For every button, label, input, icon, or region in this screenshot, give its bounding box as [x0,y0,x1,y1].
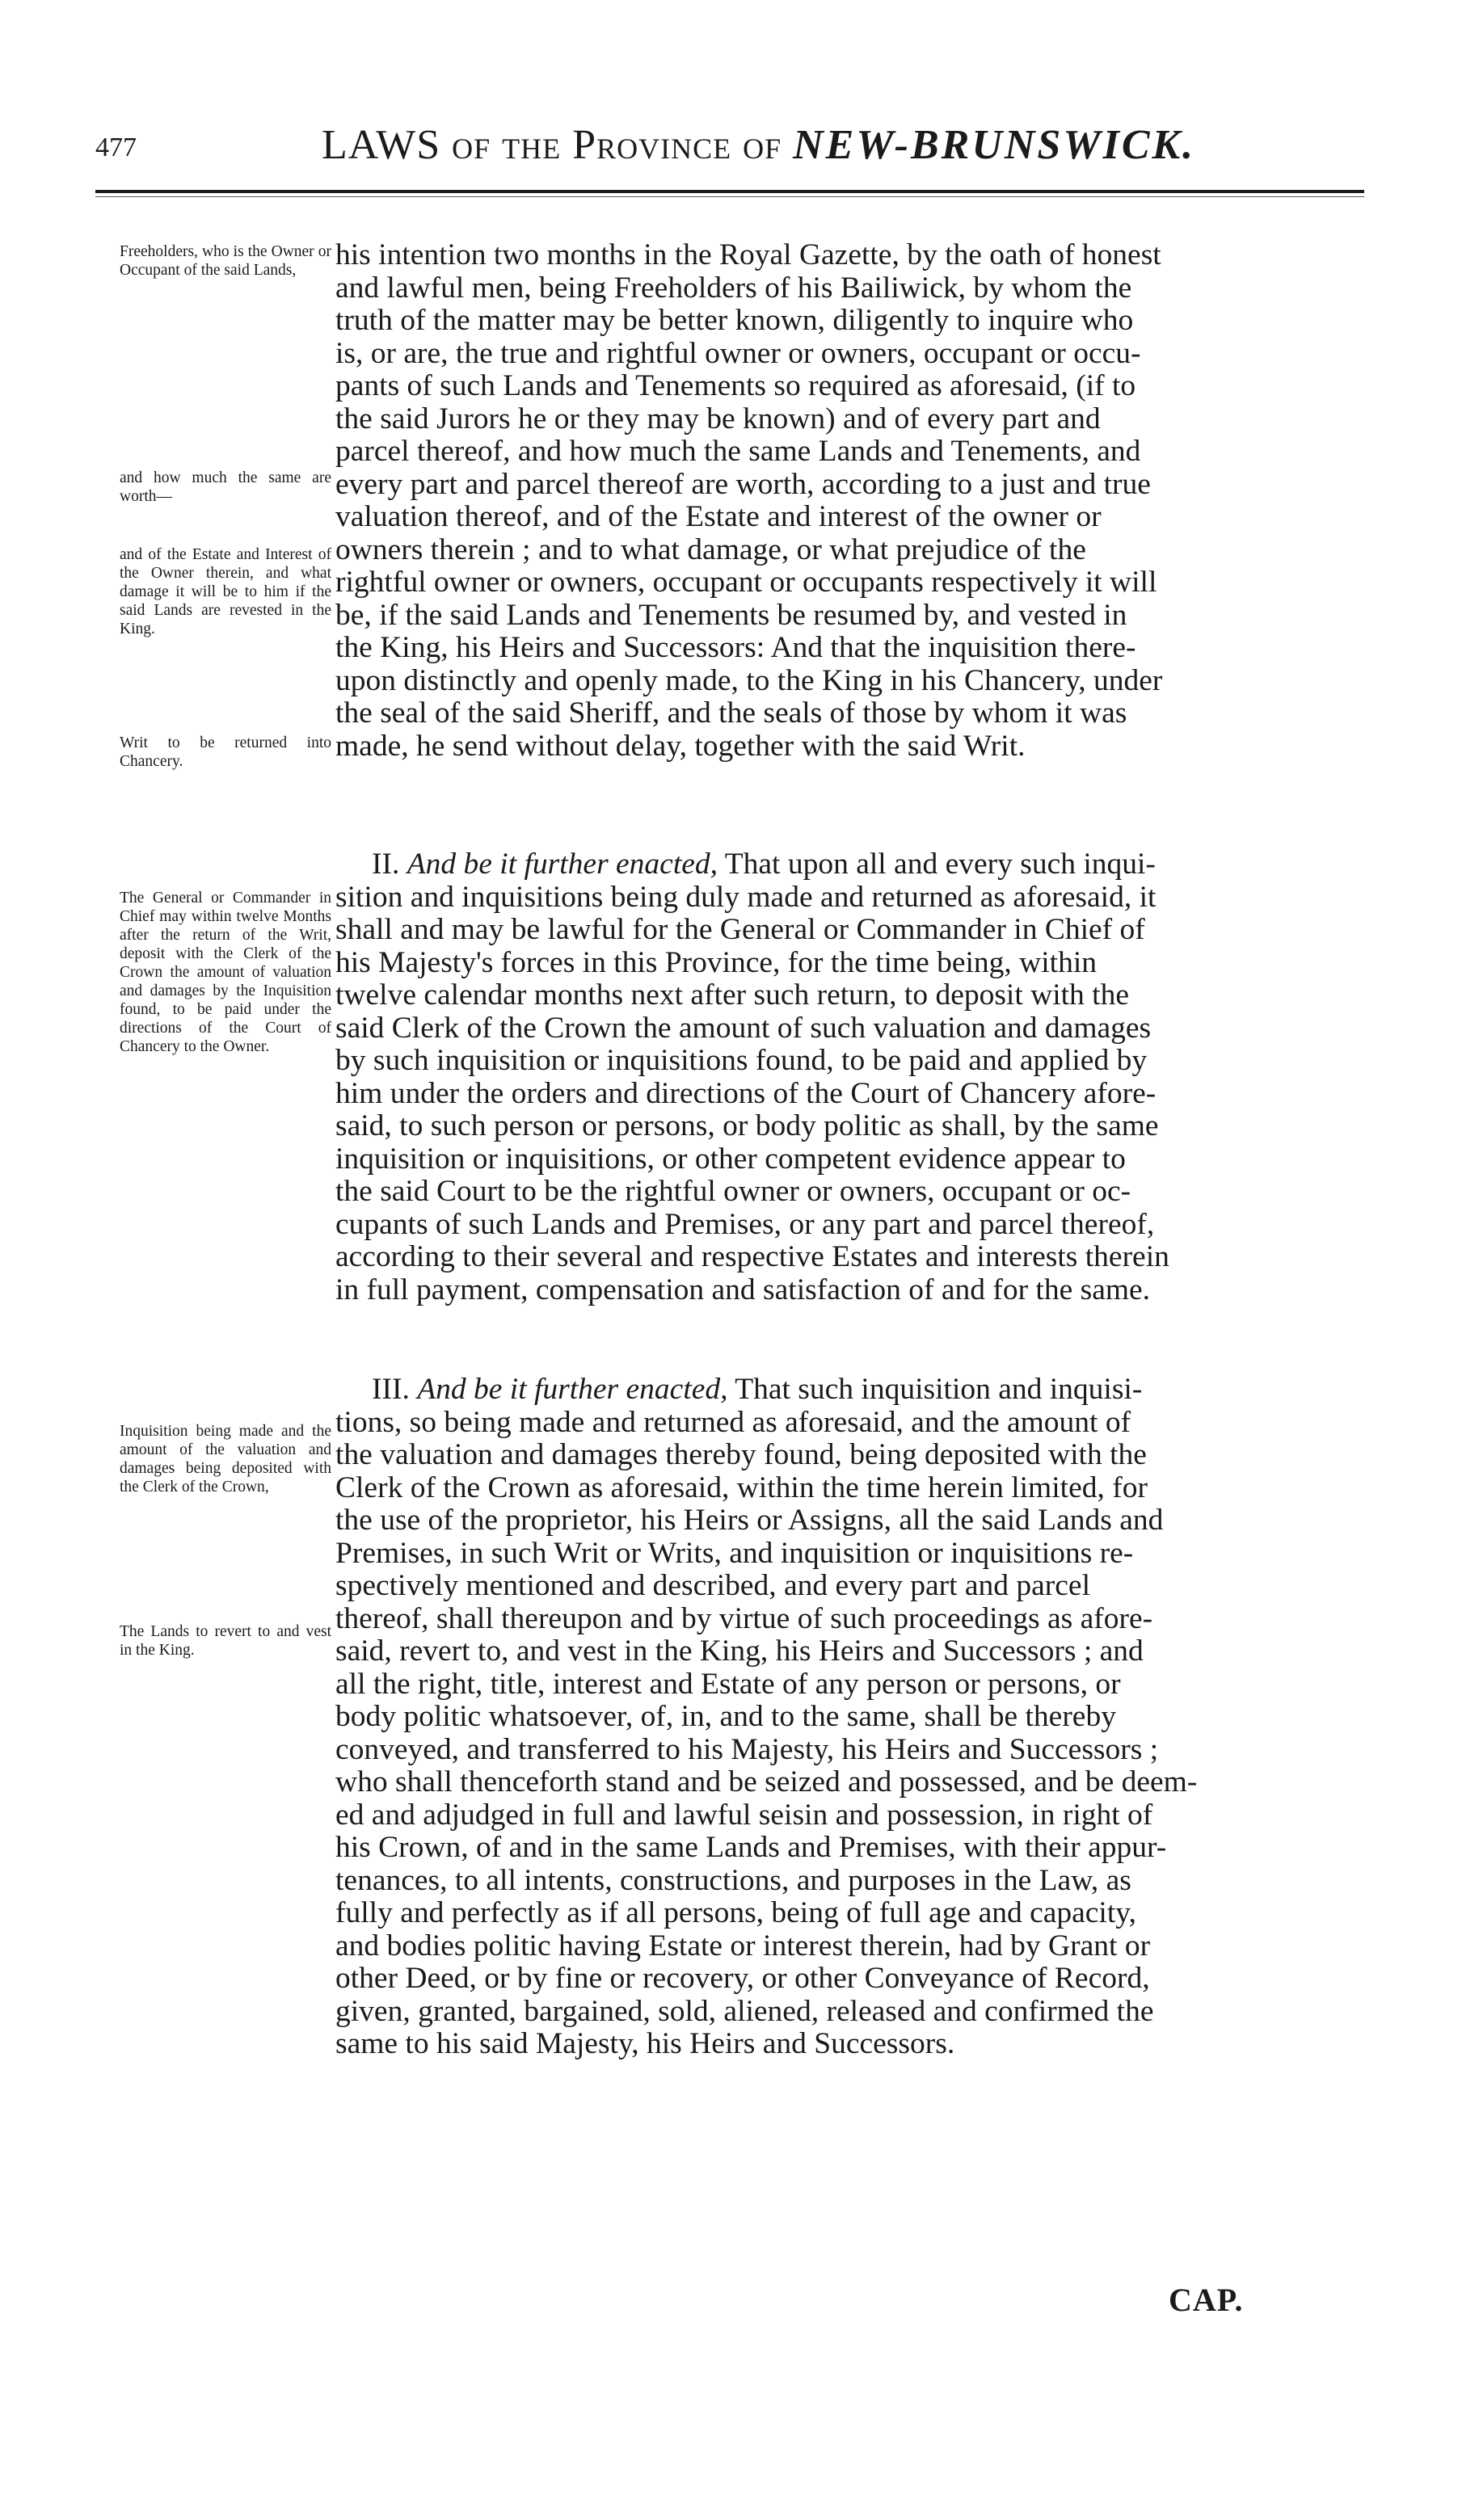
text-line: truth of the matter may be better known, diligently to inquire who [335,304,1134,337]
text-line: made, he send without delay, together with the said Writ. [335,729,1026,763]
margin-note-writ: Writ to be returned into Chancery. [120,734,331,770]
text-line: according to their several and respective Estates and interests therein [335,1240,1169,1273]
text-line: in full payment, compensation and satisfaction of and for the same. [335,1273,1151,1306]
text-line: II. And be it further enacted, That upon all and every such inqui- [372,848,1156,881]
text-line: conveyed, and transferred to his Majesty, his Heirs and Successors ; [335,1732,1159,1766]
text-line: same to his said Majesty, his Heirs and Successors. [335,2027,955,2060]
text-line: shall and may be lawful for the General or Commander in Chief of [335,913,1145,946]
header-rule [95,190,1364,193]
text-line: upon distinctly and openly made, to the King in his Chancery, under [335,663,1163,697]
text-line: thereof, shall thereupon and by virtue of such proceedings as afore- [335,1601,1153,1635]
enacting-clause: And be it further enacted, [407,848,718,881]
text-line: cupants of such Lands and Premises, or any part and parcel thereof, [335,1207,1155,1241]
text-line: fully and perfectly as if all persons, being of full age and capacity, [335,1896,1136,1929]
text-line: be, if the said Lands and Tenements be resumed by, and vested in [335,598,1127,632]
text-line: said, revert to, and vest in the King, his Heirs and Successors ; and [335,1634,1144,1668]
text-line: rightful owner or owners, occupant or occupants respectively it will [335,566,1157,599]
running-title-part1: LAWS of the Province of [322,122,794,168]
text-line: spectively mentioned and described, and every part and parcel [335,1569,1090,1602]
text-line: given, granted, bargained, sold, aliened, released and confirmed the [335,1994,1154,2028]
text-line: his Crown, of and in the same Lands and Premises, with their appur- [335,1831,1167,1864]
text-line: III. And be it further enacted, That such inquisition and inquisi- [372,1373,1143,1406]
margin-note-worth: and how much the same are worth— [120,469,331,505]
text-line: is, or are, the true and rightful owner or owners, occupant or occu- [335,336,1141,370]
margin-note-revert: The Lands to revert to and vest in the King. [120,1623,331,1659]
running-title-part2: NEW-BRUNSWICK. [793,122,1196,168]
text-line: valuation thereof, and of the Estate and interest of the owner or [335,500,1102,533]
text-line: who shall thenceforth stand and be seized and possessed, and be deem- [335,1765,1198,1798]
text-line: said Clerk of the Crown the amount of such valuation and damages [335,1011,1152,1045]
section-number: II. [372,848,407,881]
text-line: Clerk of the Crown as aforesaid, within the time herein limited, for [335,1470,1148,1504]
text-line: sition and inquisitions being duly made and returned as aforesaid, it [335,880,1157,914]
paragraph-1 [335,239,1261,763]
text-line: and lawful men, being Freeholders of his Bailiwick, by whom the [335,271,1132,305]
text-line: inquisition or inquisitions, or other competent evidence appear to [335,1142,1126,1176]
margin-note-inquisition: Inquisition being made and the amount of the valuation and damages being deposited with the Clerk of the Crown, [120,1423,331,1496]
text-line: his Majesty's forces in this Province, for the time being, within [335,945,1098,979]
margin-note-general: The General or Commander in Chief may within twelve Months after the return of the Writ, deposit with the Clerk of the Crown the amount of valuation and damages by the Inquisition found, to be paid under the directions of the Court of Chancery to the Owner. [120,890,331,1055]
running-title [322,121,1195,169]
text-line: the use of the proprietor, his Heirs or Assigns, all the said Lands and [335,1504,1164,1537]
text-line: Premises, in such Writ or Writs, and inquisition or inquisitions re- [335,1536,1134,1570]
text-line: tions, so being made and returned as aforesaid, and the amount of [335,1405,1131,1439]
text-line: the said Court to be the rightful owner or owners, occupant or oc- [335,1175,1131,1208]
text-line: him under the orders and directions of the Court of Chancery afore- [335,1076,1157,1110]
text-line: all the right, title, interest and Estate of any person or persons, or [335,1667,1121,1701]
header-rule-thin [95,196,1364,197]
text-line: the valuation and damages thereby found, being deposited with the [335,1438,1147,1471]
margin-note-freeholders: Freeholders, who is the Owner or Occupant of the said Lands, [120,243,331,279]
page-header [95,121,1364,186]
text-line: ed and adjudged in full and lawful seisin and possession, in right of [335,1798,1153,1832]
paragraph-3 [335,1374,1261,2061]
text-line: and bodies politic having Estate or interest therein, had by Grant or [335,1929,1151,1963]
text-line: owners therein ; and to what damage, or what prejudice of the [335,532,1086,566]
section-number: III. [372,1373,418,1406]
text-line: tenances, to all intents, constructions, and purposes in the Law, as [335,1863,1131,1897]
margin-note-estate: and of the Estate and Interest of the Owner therein, and what damage it will be to him if the said Lands are revested in the King. [120,546,331,637]
text-line: pants of such Lands and Tenements so required as aforesaid, (if to [335,369,1136,402]
text-line: parcel thereof, and how much the same Lands and Tenements, and [335,435,1141,468]
enacting-clause: And be it further enacted, [417,1373,728,1406]
page-number: 477 [95,133,137,162]
catchword: CAP. [1169,2282,1244,2318]
text-line: by such inquisition or inquisitions found, to be paid and applied by [335,1044,1148,1077]
text-line: twelve calendar months next after such return, to deposit with the [335,978,1129,1012]
text-line: the King, his Heirs and Successors: And that the inquisition there- [335,631,1136,664]
paragraph-2 [335,848,1261,1306]
text-line: body politic whatsoever, of, in, and to the same, shall be thereby [335,1700,1116,1733]
text-line: his intention two months in the Royal Gazette, by the oath of honest [335,238,1161,271]
text-line: other Deed, or by fine or recovery, or other Conveyance of Record, [335,1962,1150,1995]
text-line: every part and parcel thereof are worth, according to a just and true [335,467,1151,501]
text-line: the seal of the said Sheriff, and the seals of those by whom it was [335,696,1127,730]
text-line: the said Jurors he or they may be known) and of every part and [335,402,1101,435]
text-line: said, to such person or persons, or body politic as shall, by the same [335,1109,1159,1142]
